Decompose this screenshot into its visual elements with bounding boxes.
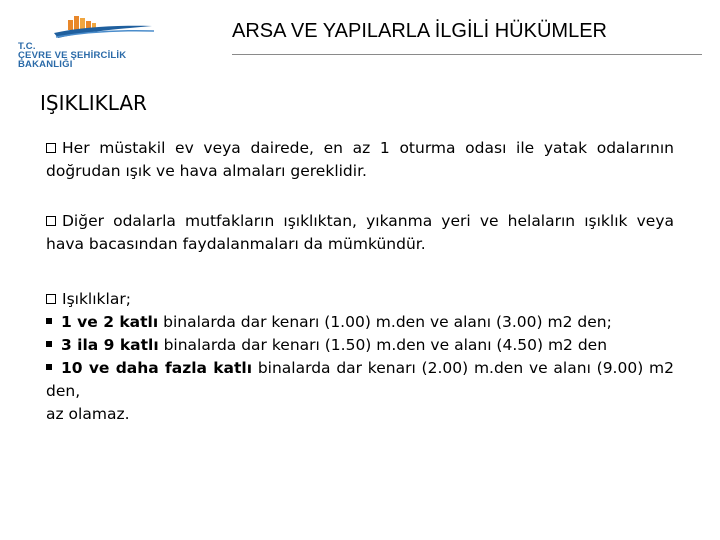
square-bullet-icon: [46, 364, 52, 370]
list-item-text: binalarda dar kenarı (2.00) m.den ve alanı (9.00) m2 den,: [46, 359, 674, 400]
checkbox-bullet-icon: [46, 143, 56, 153]
skylight-rules: [46, 288, 674, 426]
section-heading: IŞIKLIKLAR: [40, 91, 147, 115]
paragraph-1: [46, 137, 674, 183]
list-item: [46, 334, 674, 357]
paragraph-2: [46, 210, 674, 256]
list-item-text: binalarda dar kenarı (1.00) m.den ve alanı (3.00) m2 den;: [158, 313, 612, 331]
paragraph-1-text: Her müstakil ev veya dairede, en az 1 oturma odası ile yatak odalarının doğrudan ışık ve hava almaları gereklidir.: [46, 139, 674, 180]
list-item: [46, 357, 674, 403]
list-item-text: binalarda dar kenarı (1.50) m.den ve alanı (4.50) m2 den: [158, 336, 608, 354]
list-item-bold: 10 ve daha fazla katlı: [61, 359, 253, 377]
list-item-bold: 3 ila 9 katlı: [61, 336, 159, 354]
logo-emblem-icon: [12, 14, 162, 44]
logo-line-tc: T.C.: [18, 41, 36, 52]
square-bullet-icon: [46, 341, 52, 347]
checkbox-bullet-icon: [46, 294, 56, 304]
logo-line-bakanlik: BAKANLIĞI: [18, 59, 73, 70]
list-item: [46, 311, 674, 334]
square-bullet-icon: [46, 318, 52, 324]
paragraph-2-text: Diğer odalarla mutfakların ışıklıktan, yıkanma yeri ve helaların ışıklık veya hava bacasından faydalanmaları da mümkündür.: [46, 212, 674, 253]
checkbox-bullet-icon: [46, 216, 56, 226]
list-intro-text: Işıklıklar;: [62, 290, 131, 308]
header-divider: [232, 54, 702, 55]
logo-line-ministry: ÇEVRE VE ŞEHİRCİLİK: [18, 50, 127, 61]
list-intro: [46, 288, 674, 311]
list-item-bold: 1 ve 2 katlı: [61, 313, 159, 331]
page-title: ARSA VE YAPILARLA İLGİLİ HÜKÜMLER: [232, 20, 607, 42]
ministry-logo: [12, 14, 162, 70]
list-closing: az olamaz.: [46, 405, 130, 423]
